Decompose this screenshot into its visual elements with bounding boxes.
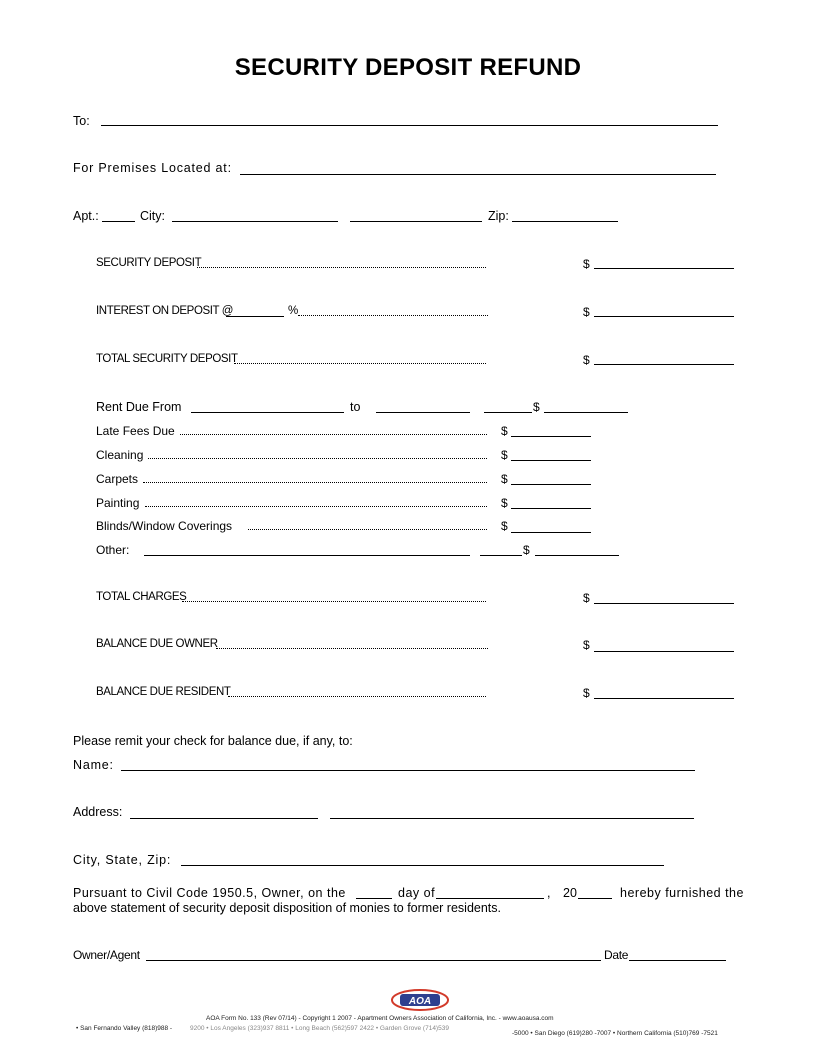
balance-resident-amount[interactable] [594,698,734,699]
carpets-amount[interactable] [511,484,591,485]
cleaning-amount[interactable] [511,460,591,461]
state-field[interactable] [350,221,482,222]
statement-line-2: above statement of security deposit disposition of monies to former residents. [73,901,501,915]
painting-label: Painting [96,496,140,510]
other-amount[interactable] [535,555,619,556]
dollar-sign: $ [583,591,590,605]
statement-part-2: day of [398,886,436,900]
interest-label: INTEREST ON DEPOSIT @ [96,305,234,317]
dollar-sign: $ [583,638,590,652]
apt-field[interactable] [102,221,135,222]
owner-agent-label: Owner/Agent [73,948,140,962]
dollar-sign: $ [583,305,590,319]
logo-text: AOA [408,996,432,1007]
address-field-2[interactable] [330,818,694,819]
leader-dots [234,363,486,364]
leader-dots [148,458,487,459]
remit-intro: Please remit your check for balance due, if any, to: [73,734,353,748]
dollar-sign: $ [501,472,508,486]
total-security-amount[interactable] [594,364,734,365]
rent-amount[interactable] [544,412,628,413]
page-title: SECURITY DEPOSIT REFUND [234,54,582,81]
statement-year-field[interactable] [578,898,612,899]
owner-signature-field[interactable] [146,960,601,961]
statement-day-field[interactable] [356,898,392,899]
address-label: Address: [73,805,123,819]
city-state-zip-field[interactable] [181,865,664,866]
date-field[interactable] [629,960,726,961]
footer-offices-left: • San Fernando Valley (818)988 - [76,1025,173,1032]
balance-owner-amount[interactable] [594,651,734,652]
cleaning-label: Cleaning [96,448,144,462]
name-label: Name: [73,758,114,772]
statement-month-field[interactable] [436,898,544,899]
late-fees-amount[interactable] [511,436,591,437]
security-deposit-label: SECURITY DEPOSIT [96,257,202,269]
leader-dots [248,529,487,530]
other-extra-field[interactable] [480,555,522,556]
dollar-sign: $ [501,424,508,438]
leader-dots [143,482,487,483]
to-field[interactable] [101,125,718,126]
leader-dots [182,601,486,602]
rent-to-field[interactable] [376,412,470,413]
leader-dots [216,648,488,649]
date-label: Date [604,948,629,962]
statement-part-1: Pursuant to Civil Code 1950.5, Owner, on the [73,886,346,900]
footer-offices-right: -5000 • San Diego (619)280 -7007 • Northern California (510)769 -7521 [512,1030,718,1037]
apt-label: Apt.: [73,209,99,223]
rent-due-label: Rent Due From [96,400,182,414]
dollar-sign: $ [583,686,590,700]
comma: , [547,886,551,900]
dollar-sign: $ [501,496,508,510]
statement-part-3: 20 [563,886,577,900]
balance-resident-label: BALANCE DUE RESIDENT [96,686,231,698]
name-field[interactable] [121,770,695,771]
other-label: Other: [96,543,130,557]
footer-offices-mid: 9200 • Los Angeles (323)937 8811 • Long Beach (562)597 2422 • Garden Grove (714)539 [190,1025,449,1032]
interest-amount[interactable] [594,316,734,317]
city-field[interactable] [172,221,338,222]
dollar-sign: $ [533,400,540,414]
dollar-sign: $ [523,543,530,557]
rent-to-label: to [350,400,361,414]
premises-field[interactable] [240,174,716,175]
carpets-label: Carpets [96,472,139,486]
footer-form-line: AOA Form No. 133 (Rev 07/14) - Copyright 1 2007 - Apartment Owners Association of California, Inc. - www.aoausa.com [206,1015,554,1022]
other-description-field[interactable] [144,555,470,556]
late-fees-label: Late Fees Due [96,424,175,438]
painting-amount[interactable] [511,508,591,509]
rent-days-field[interactable] [484,412,532,413]
dollar-sign: $ [583,353,590,367]
aoa-logo [390,988,450,1012]
percent-sign: % [288,305,298,317]
total-charges-label: TOTAL CHARGES [96,591,187,603]
zip-field[interactable] [512,221,618,222]
city-state-zip-label: City, State, Zip: [73,853,172,867]
total-charges-amount[interactable] [594,603,734,604]
dollar-sign: $ [501,448,508,462]
interest-rate-field[interactable] [226,316,284,317]
leader-dots [145,506,487,507]
address-field-1[interactable] [130,818,318,819]
statement-part-4: hereby furnished the [620,886,744,900]
leader-dots [180,434,487,435]
dollar-sign: $ [501,519,508,533]
zip-label: Zip: [488,209,509,223]
balance-owner-label: BALANCE DUE OWNER [96,638,218,650]
leader-dots [228,696,486,697]
leader-dots [298,315,488,316]
security-deposit-amount[interactable] [594,268,734,269]
premises-label: For Premises Located at: [73,161,232,175]
total-security-label: TOTAL SECURITY DEPOSIT [96,353,238,365]
dollar-sign: $ [583,257,590,271]
blinds-label: Blinds/Window Coverings [96,519,233,533]
city-label: City: [140,209,165,223]
leader-dots [197,267,486,268]
to-label: To: [73,114,90,128]
blinds-amount[interactable] [511,532,591,533]
rent-from-field[interactable] [191,412,344,413]
